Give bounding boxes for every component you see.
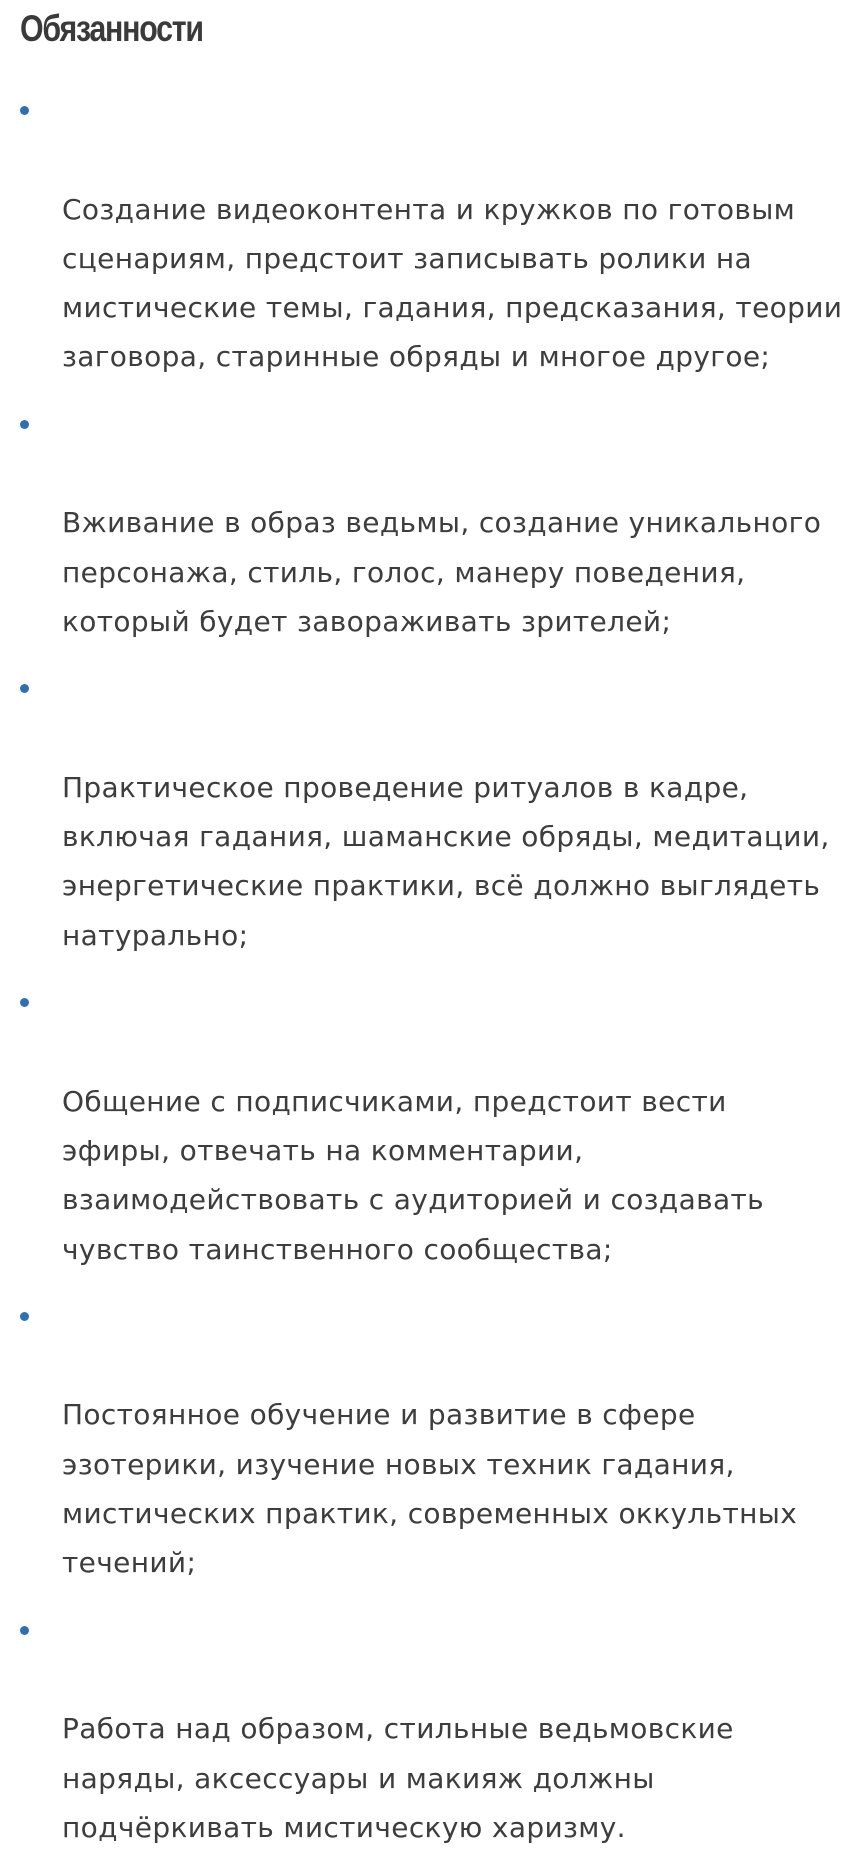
list-item xyxy=(0,978,860,1274)
list-item xyxy=(0,86,860,382)
responsibilities-list xyxy=(0,86,860,1870)
bullet-icon xyxy=(20,1626,29,1635)
list-item-text: Постоянное обучение и развитие в сфере эзотерики, изучение новых техник гадания, мистических практик, современных оккультных течений; xyxy=(62,1398,798,1580)
bullet-icon xyxy=(20,420,29,429)
list-item xyxy=(0,664,860,960)
list-item-text: Практическое проведение ритуалов в кадре, включая гадания, шаманские обряды, медитации, энергетические практики, всё должно выглядеть натурально; xyxy=(62,770,830,952)
list-item-text: Создание видеоконтента и кружков по готовым сценариям, предстоит записывать ролики на мистические темы, гадания, предсказания, теории заговора, старинные обряды и многое другое; xyxy=(62,192,843,374)
list-item-text: Работа над образом, стильные ведьмовские наряды, аксессуары и макияж должны подчёркивать мистическую харизму. xyxy=(62,1712,734,1844)
bullet-icon xyxy=(20,998,29,1007)
list-item xyxy=(0,1606,860,1852)
section-heading: Обязанности xyxy=(20,8,203,49)
list-item xyxy=(0,400,860,646)
bullet-icon xyxy=(20,106,29,115)
list-item-text: Вживание в образ ведьмы, создание уникального персонажа, стиль, голос, манеру поведения, который будет завораживать зрителей; xyxy=(62,506,822,638)
list-item xyxy=(0,1292,860,1588)
bullet-icon xyxy=(20,1312,29,1321)
bullet-icon xyxy=(20,684,29,693)
list-item-text: Общение с подписчиками, предстоит вести эфиры, отвечать на комментарии, взаимодействовать с аудиторией и создавать чувство таинственного сообщества; xyxy=(62,1084,765,1266)
